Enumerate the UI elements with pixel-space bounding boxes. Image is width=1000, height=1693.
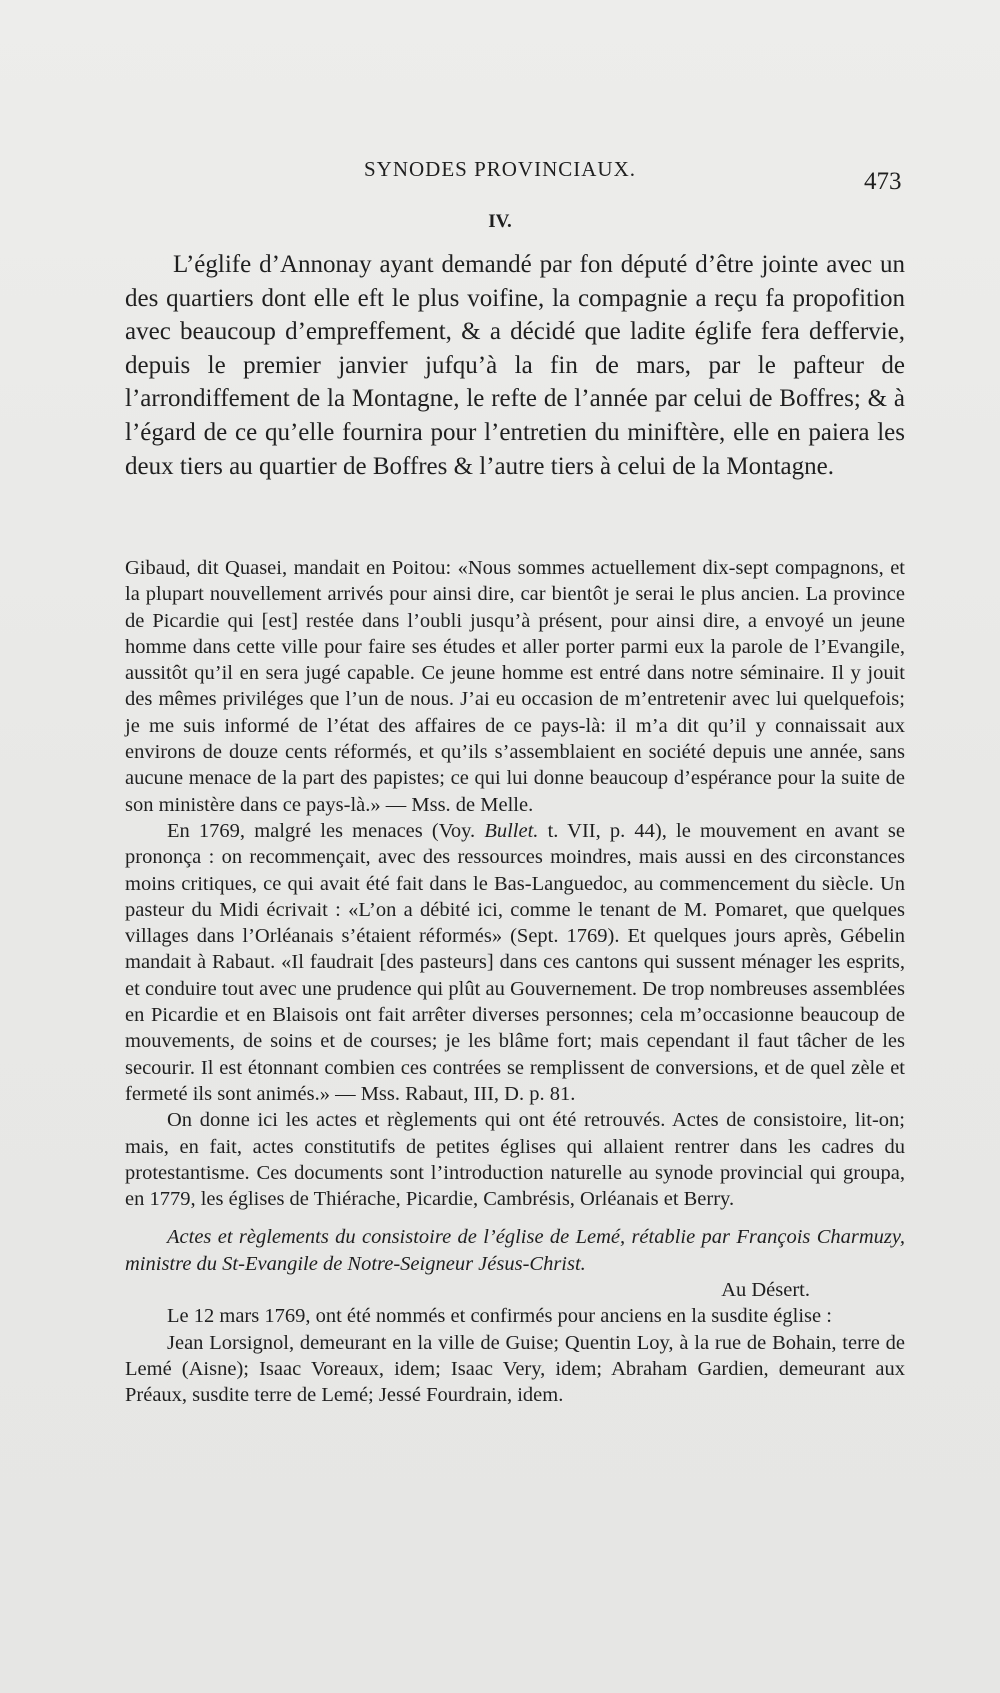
running-head: SYNODES PROVINCIAUX. xyxy=(363,157,637,181)
commentary-paragraph-actes: On donne ici les actes et règlements qui ont été retrouvés. Actes de consistoire, lit-on; mais, en fait, actes constitutifs de petites églises qui allaient rentrer dans les cadres du protestantisme. Ces documents sont l’introduction naturelle au synode provincial qui groupa, en 1779, les églises de Thiérache, Picardie, Cambrésis, Orléanais et Berry. xyxy=(125,1109,905,1211)
acts-title: Actes et règlements du consistoire de l’église de Lemé, rétablie par François Charmuzy, ministre du St-Evangile de Notre-Seigneur Jésus-Christ. xyxy=(125,1226,905,1275)
commentary-paragraph-gibaud: Gibaud, dit Quasei, mandait en Poitou: «Nous sommes actuellement dix-sept compagnons, et la plupart nouvellement arrivés pour ainsi dire, car bientôt je serai le plus ancien. La province de Picardie qui [est] restée dans l’oubli jusqu’à présent, pour ainsi dire, a envoyé un jeune homme dans cette ville pour faire ses études et aller porter parmi eux la parole de l’Evangile, aussitôt qu’il en sera jugé capable. Ce jeune homme est entré dans notre séminaire. Il y jouit des mêmes priviléges que l’un de nous. J’ai eu occasion de m’entretenir avec lui quelquefois; je me suis informé de l’état des affaires de ce pays-là: il m’a dit qu’il y connaissait aux environs de douze cents réformés, et qu’ils s’assemblaient en société depuis une année, sans aucune menace de la part des papistes; ce qui lui donne beaucoup d’espérance pour la suite de son ministère dans ce pays-là.» — Mss. de Melle. xyxy=(125,557,905,816)
commentary-text xyxy=(125,555,905,1409)
bulletin-reference: Bullet. xyxy=(484,819,539,842)
synod-article-text xyxy=(125,248,905,483)
commentary-text-run: En 1769, malgré les menaces (Voy. xyxy=(167,819,485,842)
article-paragraph: L’églife d’Annonay ayant demandé par fon député d’être jointe avec un des quartiers dont elle eft le plus voifine, la compagnie a reçu fa propofition avec beaucoup d’empreffement, & a décidé que ladite églife fera deffervie, depuis le premier janvier jufqu’à la fin de mars, par le pafteur de l’arrondiffement de la Montagne, le refte de l’année par celui de Boffres; & à l’égard de ce qu’elle fournira pour l’entretien du miniftère, elle en paiera les deux tiers au quartier de Boffres & l’autre tiers à celui de la Montagne. xyxy=(125,251,905,480)
au-desert-label: Au Désert. xyxy=(721,1279,810,1302)
section-number: IV. xyxy=(488,211,512,232)
commentary-text-run: t. VII, p. 44), le mouvement en avant se prononça : on recommençait, avec des ressources moindres, mais aussi en des circonstances moins critiques, ce qui avait été fait dans le Bas-Languedoc, au commencement du siècle. Un pasteur du Midi écrivait : «L’on a débité ici, comme le tenant de M. Pomaret, que quelques villages dans l’Orléanais s’étaient réformés» (Sept. 1769). Et quelques jours après, Gébelin mandait à Rabaut. «Il faudrait [des pasteurs] dans ces cantons qui sussent ménager les esprits, et conduire tout avec une prudence qui plût au Gouvernement. De trop nombreuses assemblées en Picardie et en Blaisois ont fait arrêter diverses personnes; cela m’occasionne beaucoup de mouvements, de soins et de courses; je les blâme fort; mais cependant il faut tâcher de les secourir. Il est étonnant combien ces contrées se remplissent de conversions, et de quel zèle et fermeté ils sont animés.» — Mss. Rabaut, III, D. p. 81. xyxy=(125,819,906,1105)
elders-names: Jean Lorsignol, demeurant en la ville de Guise; Quentin Loy, à la rue de Bohain, terre de Lemé (Aisne); Isaac Voreaux, idem; Isaac Very, idem; Abraham Gardien, demeurant aux Préaux, susdite terre de Lemé; Jessé Fourdrain, idem. xyxy=(125,1331,905,1407)
page-number: 473 xyxy=(864,168,902,195)
elders-intro: Le 12 mars 1769, ont été nommés et confirmés pour anciens en la susdite église : xyxy=(167,1305,832,1328)
commentary-paragraph-1769 xyxy=(125,818,905,1107)
